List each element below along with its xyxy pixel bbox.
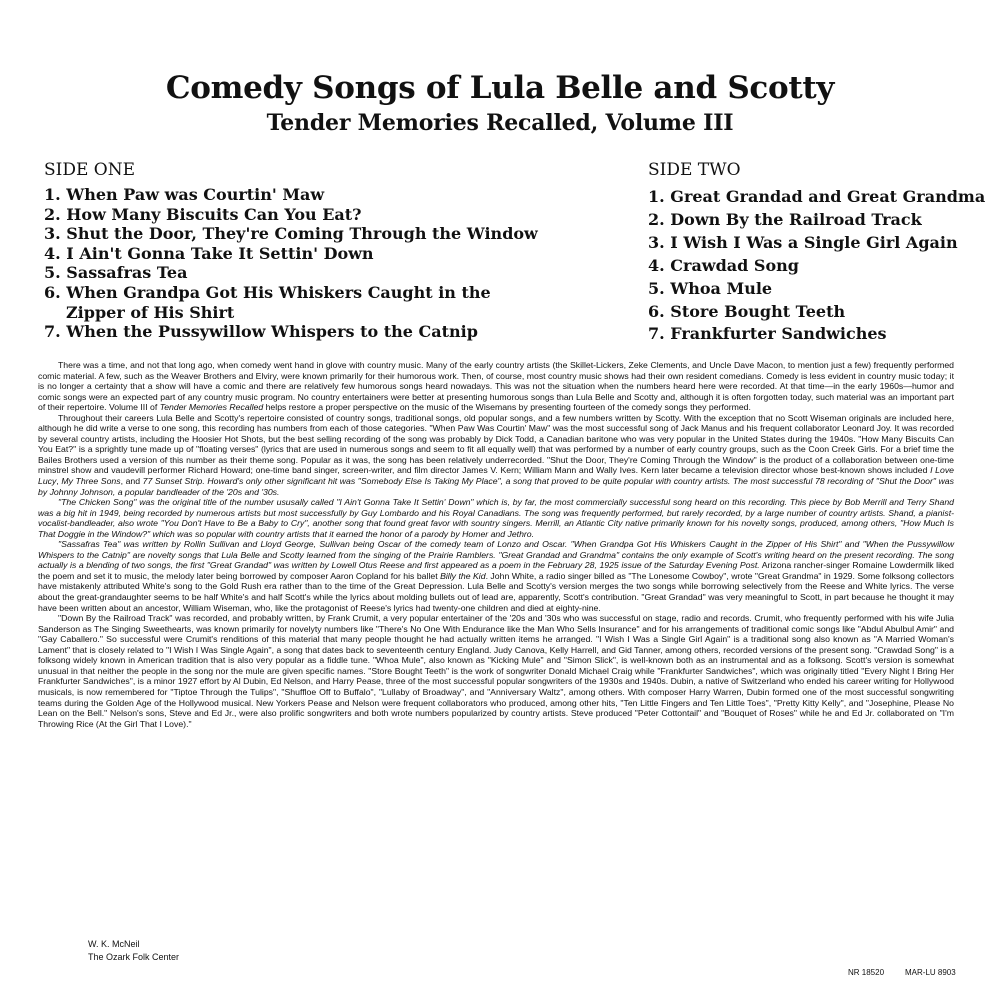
show-title: I Love Lucy — [38, 465, 954, 487]
ballet-title: Billy the Kid — [440, 570, 486, 581]
notes-text-italic: . Howard's only other significant hit was "Somebody Else Is Taking My Place", a song that proved to be quite popular with country artists. The most successful 78 recording of "Shut the Door" was by Johnny Johnson, a popular bandleader of the '20s and '30s. — [38, 476, 954, 497]
catalog-number: NR 18520 — [848, 968, 885, 977]
track-item: 2. How Many Biscuits Can You Eat? — [44, 204, 362, 224]
track-item: 6. When Grandpa Got His Whiskers Caught in the — [44, 282, 491, 302]
track-item: 3. I Wish I Was a Single Girl Again — [648, 232, 958, 252]
notes-text: , and — [120, 476, 143, 487]
notes-text: There was a time, and not that long ago, when comedy went hand in glove with country music. Many of the early country artists (the Skillet-Lickers, Zeke Clements, and Uncle Dave Macon, to mention just a few) frequently performed comic material. A few, such as the Weaver Brothers and Elviry, were known primarily for their humorous work. Then, of course, most country music shows had their own resident comedians. Comedy is less evident in country music today; it is no longer a certainty that a show will have a comic and there are relatively few humorous songs heard nowadays. This was not the situation when the numbers heard here were recorded. At that time—in the early 1960s—humor and comic songs were an expected part of any country music program. No country entertainers were better at presenting humorous songs than Lula Belle and Scotty and, although it is often forgotten today, such material was an important part of their repertoire. Volume III of — [38, 360, 954, 413]
show-title: 77 Sunset Strip — [142, 476, 203, 487]
track-item: 7. When the Pussywillow Whispers to the Catnip — [44, 322, 478, 342]
album-series-title: Tender Memories Recalled — [159, 402, 264, 413]
track-item: 3. Shut the Door, They're Coming Through the Window — [44, 224, 538, 244]
track-item: 6. Store Bought Teeth — [648, 301, 846, 321]
side-two-heading: SIDE TWO — [648, 160, 741, 180]
author-name: W. K. McNeil — [88, 939, 140, 949]
track-item: 4. Crawdad Song — [648, 255, 799, 275]
track-item: 1. Great Grandad and Great Grandma — [648, 187, 986, 206]
notes-text: , — [56, 476, 62, 487]
notes-text: Arizona rancher-singer Romaine Lowdermilk liked the poem and set it to music, the melody later being borrowed by composer Aaron Copland for his ballet — [38, 560, 955, 581]
notes-paragraph — [38, 539, 954, 613]
liner-notes-body — [38, 360, 954, 729]
album-subtitle: Tender Memories Recalled, Volume III — [266, 110, 734, 136]
track-item: 5. Sassafras Tea — [44, 263, 188, 283]
track-item-continuation: Zipper of His Shirt — [66, 302, 235, 322]
album-title: Comedy Songs of Lula Belle and Scotty — [165, 70, 835, 106]
notes-text: Throughout their careers Lula Belle and Scotty's repertoire consisted of country songs, traditional songs, old popular songs, and a few numbers written by Scotty. With the exception that no Scott Wiseman originals are included here, although he did write a verse to one song, this recording has numbers from each of those categories. "When Paw Was Courtin' Maw" was the most successful song of Jack Manus and his frequent collaborator Leonard Joy. It was recorded by several country artists, including the Hoosier Hot Shots, but the best selling recording of the song was probably by Dick Todd, a Canadian baritone who was very popular in the United States during the 1940s. "How Many Biscuits Can You Eat?" is a sprightly tune made up of "floating verses" (lyrics that are used in numerous songs and seem to fit all equally well) that was performed by a number of early country groups, such as the Coon Creek Girls. For a brief time the Bailes Brothers used a version of this number as their theme song. Popular as it was, the song has been relatively underrecorded. "Shut the Door, They're Coming Through the Window" is the product of a collaboration between one-time minstrel show and vaudevill performer Richard Howard; one-time band singer, screen-writer, and film director James V. Kern; William Mann and Wally Ives. Kern later became a television director whose best-known shows included — [38, 412, 954, 476]
notes-paragraph — [38, 413, 954, 497]
notes-text: . John White, a radio singer billed as "The Lonesome Cowboy", wrote "Great Grandma" in 1929. Some folksong collectors have mistakenly attributed White's song to the Gold Rush era rather than to the time of the Great Depression. Lula Belle and Scotty's version merges the two songs while borrowing selectively from the Reese and White lyrics. The verse about the great-grandaughter seems to be half White's and half Scott's while the lyrics about molding bullets out of lead are, apparently, Scott's contribution. "Great Grandad" was very meaningful to Scott, in part because he thought it may have been written about an ancestor, William Wiseman, who, like the protagonist of Reese's lyrics had twenty-one children and died at eighty-nine. — [38, 570, 955, 613]
catalog-number: MAR-LU 8903 — [905, 968, 956, 977]
track-item: 7. Frankfurter Sandwiches — [648, 324, 887, 344]
side-two-tracklist — [648, 186, 985, 346]
notes-paragraph: "The Chicken Song" was the original title of the number ususally called "I Ain't Gonna Take It Settin' Down" which is, by far, the most commercially successful song heard on this recording. This piece by Bob Merrill and Terry Shand was a big hit in 1949, being recorded by numerous artists but most successfully by Guy Lombardo and his Royal Canadians. The song was frequently performed, but rarely recorded, by a large number of country artists. Shand, a pianist-vocalist-bandleader, also wrote "You Don't Have to Be a Baby to Cry", another song that found great favor with sountry singers. Merrill, an Atlantic City native primarily known for his novelty songs, produced, among others, "How Much Is That Doggie in the Window?" which was so popular with country artists that it earned the honor of a parody by Homer and Jethro. — [38, 497, 954, 539]
author-organization: The Ozark Folk Center — [88, 952, 180, 962]
track-item: 5. Whoa Mule — [648, 278, 773, 298]
notes-paragraph: "Down By the Railroad Track" was recorded, and probably written, by Frank Crumit, a very popular entertainer of the '20s and '30s who was successful on stage, radio and records. Crumit, who frequently performed with his wife Julia Sanderson as The Singing Sweethearts, was known primarily for novelyty numbers like "There's No One With Endurance like the Man Who Sells Insurance" and for his arrangements of traditional comic songs like "Abdul Abulbul Amir" and "Gay Caballero." So successful were Crumit's renditions of this material that many people thought he had actually written items he arranged. "I Wish I Was a Single Girl Again" is a traditional song also known as "A Married Woman's Lament" that is closely related to "I Wish I Was Single Again", a song that dates back to seventeenth century England. Judy Canova, Kelly Harrell, and Gid Tanner, among others, recorded versions of the present song. "Crawdad Song" is a folksong widely known in American tradition that is also very popular as a fiddle tune. "Whoa Mule", also known as "Kicking Mule" and "Simon Slick", is well-known both as an instrumental and as a folksong. Scott's version is somewhat unusual in that neither the people in the song nor the mule are given specific names. "Store Bought Teeth" is the work of songwriter Donald Michael Craig while "Frankfurter Sandwiches", which was originally titled "Every Night I Bring Her Frankfurter Sandwiches", is a minor 1927 effort by Al Dubin, Ed Nelson, and Harry Pease, three of the most successful popular songwriters of the 1930s and 1940s. Dubin, a native of Switzerland who ended his career writing for Hollywood musicals, is now remembered for "Tiptoe Through the Tulips", "Shuffloe Off to Buffalo", "Lullaby of Broadway", and "Anniversary Waltz", among others. With composer Harry Warren, Dubin formed one of the most successful songwriting teams during the Golden Age of the Hollywood musical. New Yorkers Pease and Nelson were frequent collaborators who produced, among other hits, "Ten Little Fingers and Ten Little Toes", "Pretty Kitty Kelly", and "Josephine, Please No Lean on the Bell." Nelson's sons, Steve and Ed Jr., were also prolific songwriters and both wrote numbers popularized by country artists. Steve produced "Peter Cottontail" and "Bouquet of Roses" while he and Ed Jr. collaborated on "I'm Throwing Rice (At the Girl That I Love)." — [38, 613, 954, 729]
side-one-heading: SIDE ONE — [44, 160, 136, 180]
side-one-tracklist — [44, 185, 538, 342]
notes-text-italic: "Sassafras Tea" was written by Rollin Sullivan and Lloyd George, Sullivan being Oscar of the comedy team of Lonzo and Oscar. "When Grandpa Got His Whiskers Caught in the Zipper of His Shirt" and "When the Pussywillow Whispers to the Catnip" are novelty songs that Lula Belle and Scotty learned from the singing of the Prairie Ramblers. "Great Grandad and Grandma" contains the only example of Scott's writing heard on the present recording. The song actually is a blending of two songs, the first "Great Grandad" was written by Lowell Otus Reese and first appeared as a poem in the February 28, 1925 issue of the Saturday Evening Post. — [38, 539, 954, 571]
author-signature — [88, 938, 179, 964]
notes-paragraph — [38, 360, 954, 413]
track-item: 1. When Paw was Courtin' Maw — [44, 185, 325, 204]
notes-text: helps restore a proper perspective on the music of the Wisemans by presenting fourteen of the comedy songs they performed. — [263, 402, 751, 413]
track-item: 4. I Ain't Gonna Take It Settin' Down — [44, 243, 374, 263]
track-item: 2. Down By the Railroad Track — [648, 209, 922, 229]
show-title: My Three Sons — [61, 476, 121, 487]
